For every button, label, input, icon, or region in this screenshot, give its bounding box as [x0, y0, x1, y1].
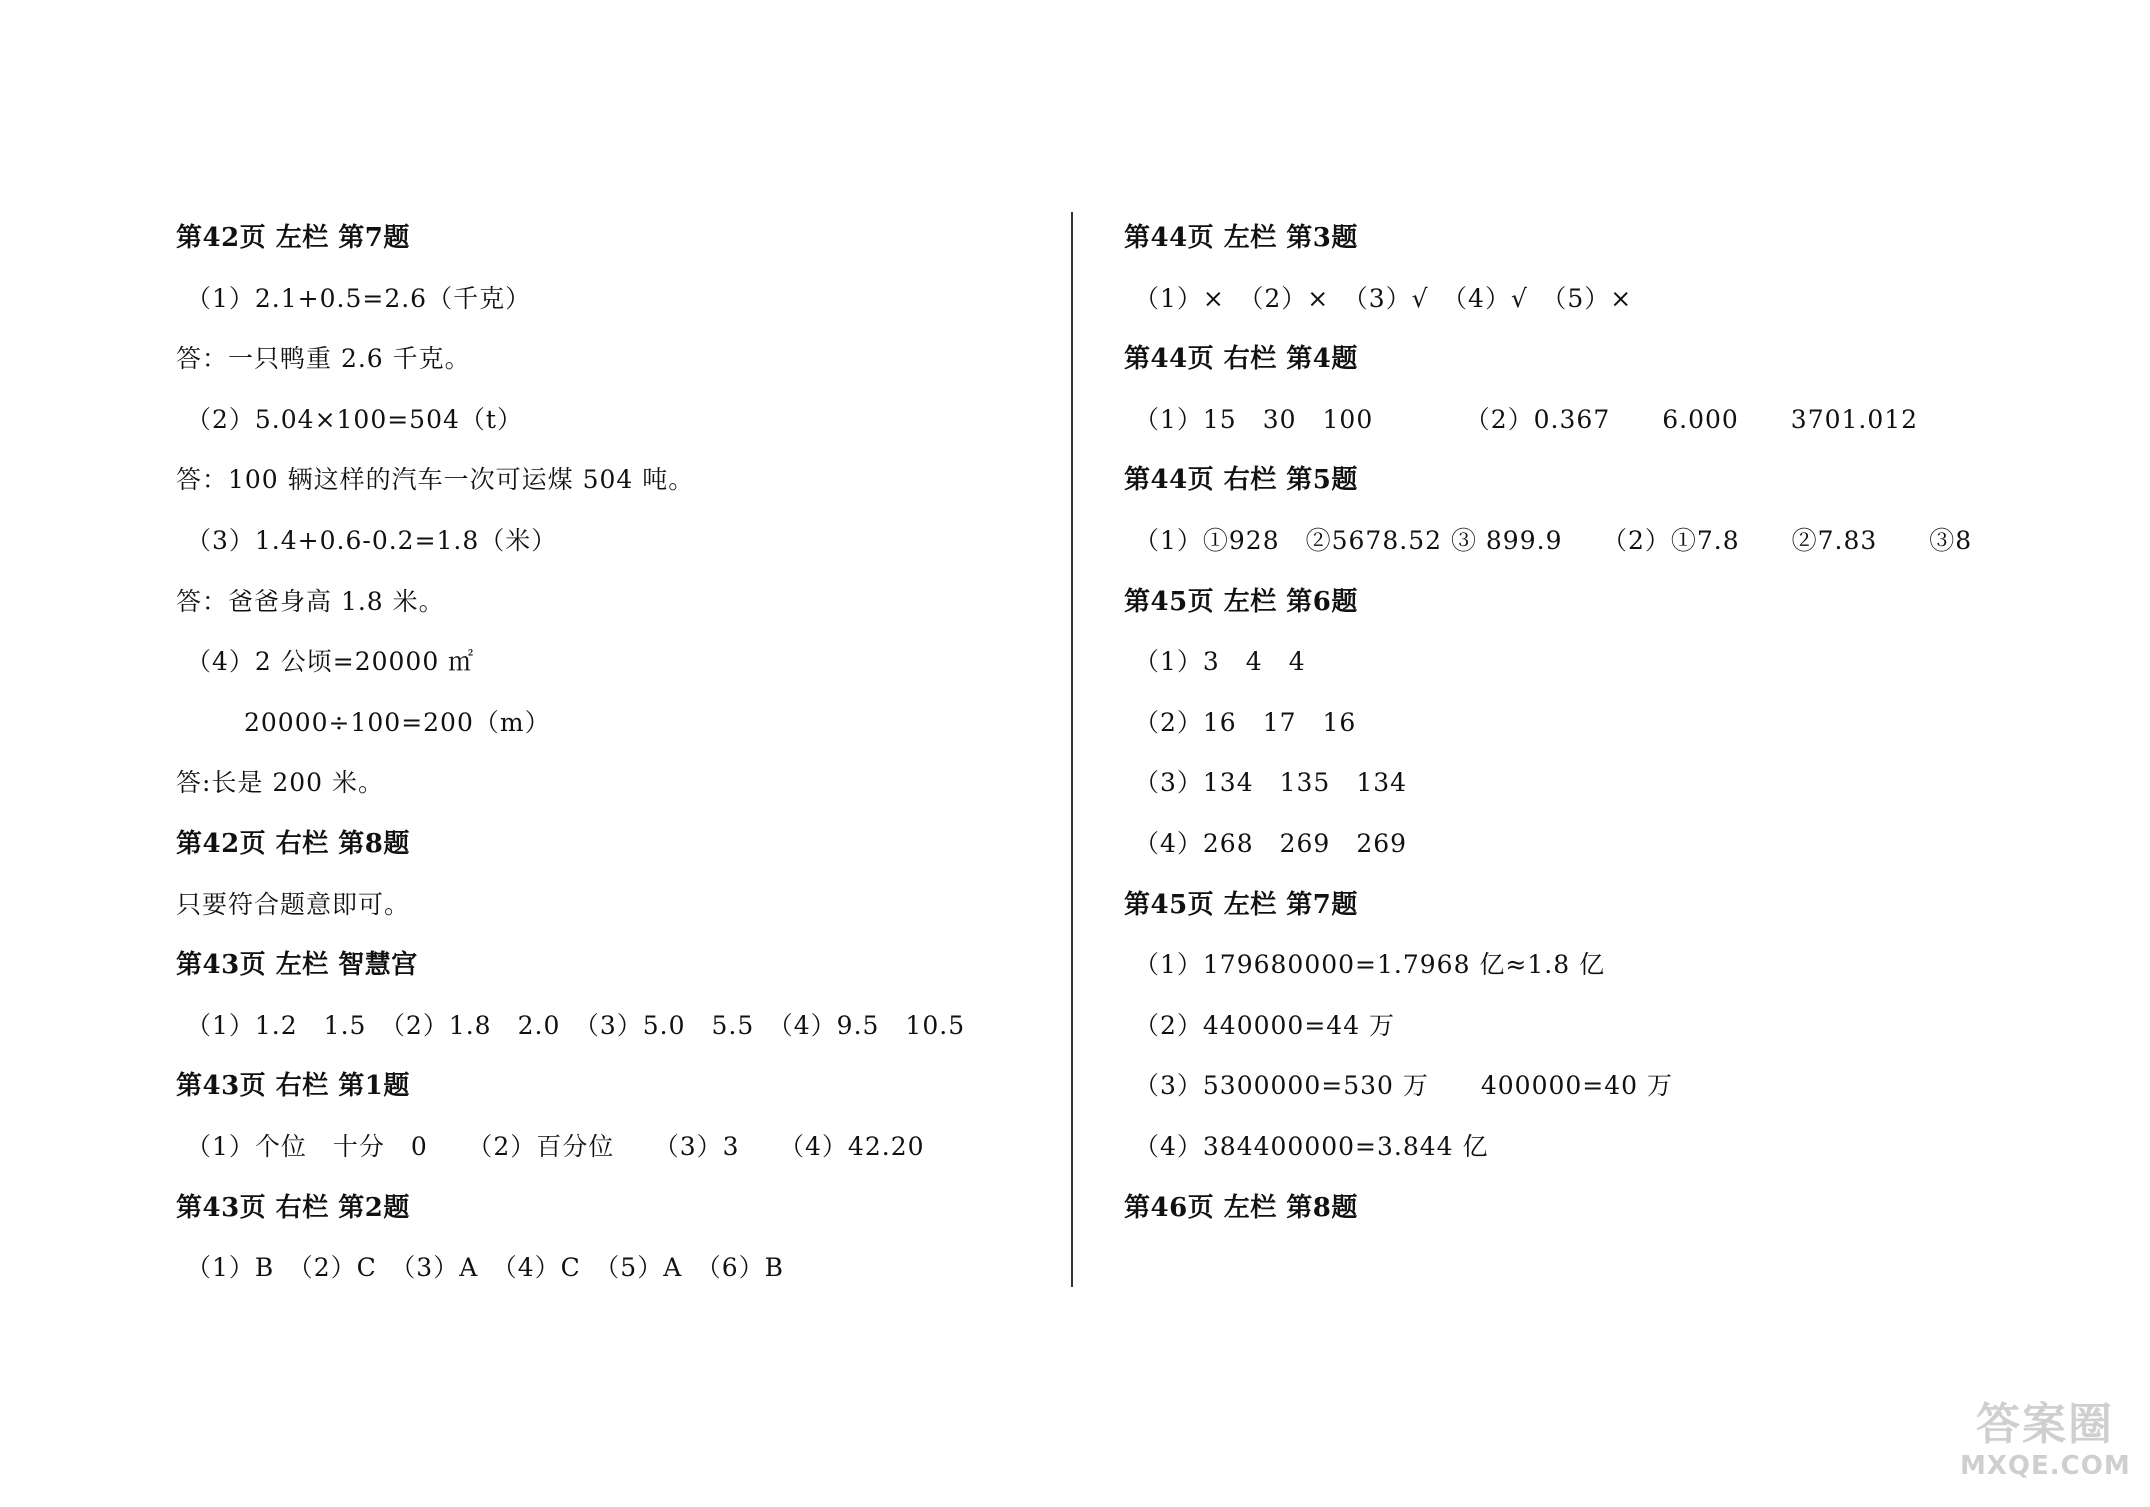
answer-line: （1）①928 ②5678.52 ③ 899.9 （2）①7.8 ②7.83 ③8 [1134, 525, 1973, 555]
answer-line: （2）440000=44 万 [1134, 1010, 1396, 1040]
answer-line: 答：一只鸭重 2.6 千克。 [176, 344, 471, 374]
watermark-title: 答案圈 [1976, 1399, 2114, 1450]
section-heading: 第42页 左栏 第7题 [176, 223, 410, 253]
section-heading: 第45页 左栏 第6题 [1124, 586, 1358, 617]
answer-line: 答：100 辆这样的汽车一次可运煤 504 吨。 [176, 465, 695, 495]
answer-line: 答：爸爸身高 1.8 米。 [176, 586, 445, 616]
section-heading: 第43页 右栏 第1题 [176, 1071, 410, 1102]
section-heading: 第44页 右栏 第5题 [1124, 465, 1358, 496]
watermark-url: MXQE.COM [1960, 1451, 2131, 1481]
answer-line: 20000÷100=200（m） [244, 707, 551, 737]
answer-line: （1）179680000=1.7968 亿≈1.8 亿 [1134, 950, 1606, 980]
answer-line: 只要符合题意即可。 [176, 889, 411, 919]
answer-line: （1）× （2）× （3）√ （4）√ （5）× [1134, 283, 1633, 313]
watermark-logo [1960, 1399, 2130, 1489]
answer-line: （1）15 30 100 （2）0.367 6.000 3701.012 [1134, 404, 1919, 434]
answer-line: （3）134 135 134 [1134, 768, 1408, 798]
answer-line: （2）5.04×100=504（t） [186, 404, 523, 434]
section-heading: 第45页 左栏 第7题 [1124, 889, 1358, 920]
answer-line: （4）2 公顷=20000 ㎡ [186, 647, 475, 677]
answer-line: （4）384400000=3.844 亿 [1134, 1131, 1489, 1161]
section-heading: 第43页 左栏 智慧宫 [176, 950, 418, 981]
section-heading: 第42页 右栏 第8题 [176, 828, 410, 859]
answer-line: （1）个位 十分 0 （2）百分位 （3）3 （4）42.20 [186, 1131, 925, 1161]
section-heading: 第46页 左栏 第8题 [1124, 1192, 1358, 1223]
answer-line: （1）2.1+0.5=2.6（千克） [186, 283, 532, 313]
answer-line: （1）B （2）C （3）A （4）C （5）A （6）B [186, 1253, 785, 1283]
answer-line: （4）268 269 269 [1134, 828, 1408, 858]
answer-line: （2）16 17 16 [1134, 707, 1357, 737]
answer-line: （1）1.2 1.5 （2）1.8 2.0 （3）5.0 5.5 （4）9.5 10.5 [186, 1010, 966, 1040]
section-heading: 第44页 左栏 第3题 [1124, 223, 1358, 253]
left-answer-column [176, 208, 1056, 1299]
section-heading: 第44页 右栏 第4题 [1124, 344, 1358, 375]
answer-line: （3）5300000=530 万 400000=40 万 [1134, 1071, 1673, 1101]
answer-line: （1）3 4 4 [1134, 647, 1306, 677]
right-answer-column [1124, 208, 2024, 1238]
column-divider [1071, 212, 1073, 1287]
answer-line: （3）1.4+0.6-0.2=1.8（米） [186, 525, 558, 555]
section-heading: 第43页 右栏 第2题 [176, 1192, 410, 1223]
answer-line: 答:长是 200 米。 [176, 768, 385, 798]
